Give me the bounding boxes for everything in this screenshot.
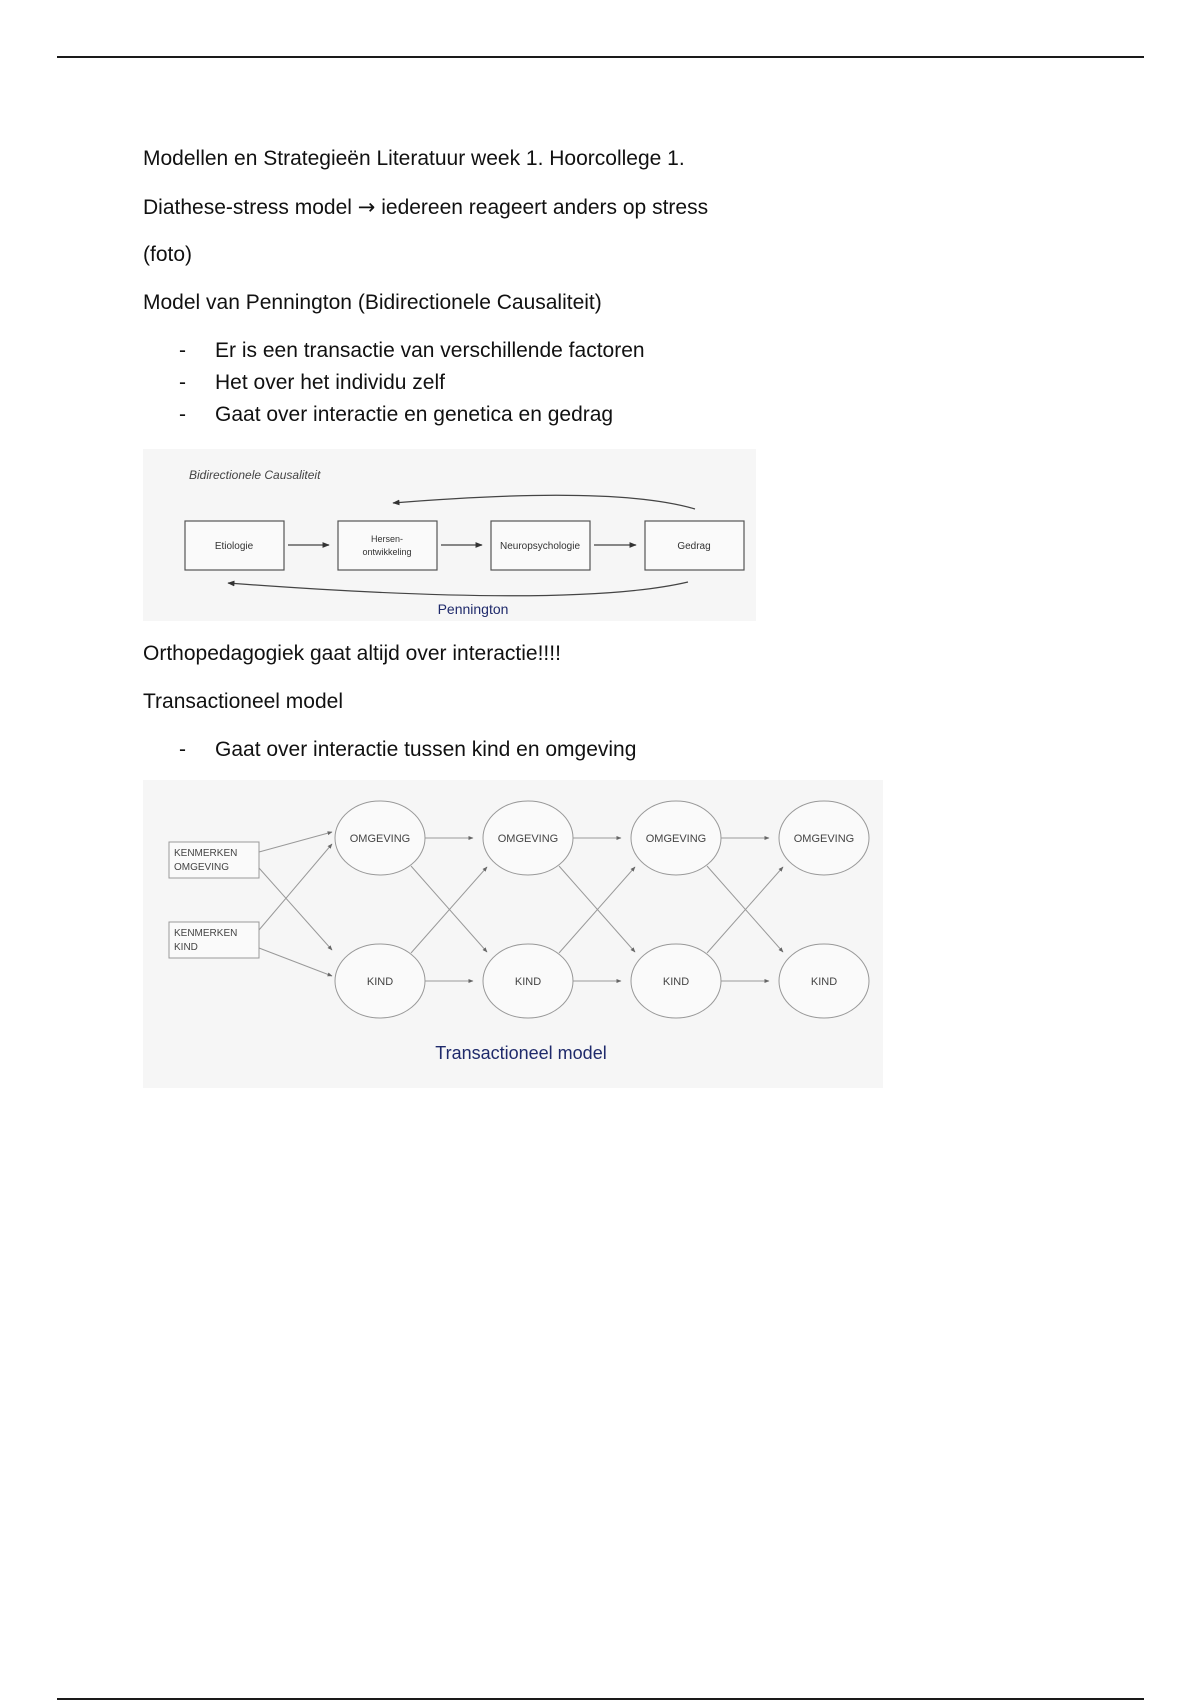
arrow-kmomg-kind (259, 868, 332, 950)
pennington-diagram-title: Bidirectionele Causaliteit (189, 468, 321, 482)
diathesis-description: iedereen reageert anders op stress (381, 196, 709, 219)
bullet-dash: - (179, 371, 186, 394)
header-rule (57, 56, 1144, 58)
arrow-kind3-omg4 (707, 867, 783, 953)
pennington-figure (143, 449, 756, 621)
bullet-dash: - (179, 339, 186, 362)
right-arrow-icon: → (357, 195, 376, 219)
node-omgeving-2-label: OMGEVING (497, 833, 559, 845)
pennington-heading: Model van Pennington (Bidirectionele Causaliteit) (143, 291, 602, 314)
transactioneel-diagram (143, 780, 883, 1088)
node-omgeving-4-label: OMGEVING (793, 833, 855, 845)
list-item (179, 338, 645, 364)
node-kind-3-label: KIND (662, 976, 690, 988)
arrow-kind1-omg2 (411, 867, 487, 953)
box-km-omg-line2: OMGEVING (174, 862, 230, 873)
ortho-line: Orthopedagogiek gaat altijd over interactie!!!! (143, 642, 561, 665)
diathesis-line (143, 194, 708, 221)
list-item-text: Er is een transactie van verschillende factoren (215, 339, 645, 362)
bullet-dash: - (179, 738, 186, 761)
transactioneel-heading: Transactioneel model (143, 690, 343, 713)
list-item (179, 402, 613, 428)
box-neuro-label: Neuropsychologie (499, 541, 581, 552)
document-title: Modellen en Strategieën Literatuur week 1. Hoorcollege 1. (143, 147, 685, 170)
node-omgeving-1-label: OMGEVING (349, 833, 411, 845)
arrow-kind2-omg3 (559, 867, 635, 953)
box-hersen-label-1: Hersen- (370, 534, 404, 544)
node-kind-4-label: KIND (810, 976, 838, 988)
list-item-text: Gaat over interactie tussen kind en omgeving (215, 738, 637, 761)
arrow-kmomg-omg (259, 832, 332, 852)
list-item (179, 370, 445, 396)
arrow-omg1-kind2 (411, 866, 487, 952)
node-kind-1-label: KIND (366, 976, 394, 988)
box-hersen-label-2: ontwikkeling (362, 547, 412, 557)
bullet-dash: - (179, 403, 186, 426)
box-etiologie-label: Etiologie (214, 541, 254, 552)
list-item (179, 737, 636, 763)
list-item-text: Het over het individu zelf (215, 371, 445, 394)
node-omgeving-3-label: OMGEVING (645, 833, 707, 845)
arrow-kmkind-omg (259, 844, 332, 930)
arrow-omg3-kind4 (707, 866, 783, 952)
box-km-kind-line1: KENMERKEN (174, 928, 238, 939)
arrow-omg2-kind3 (559, 866, 635, 952)
transactioneel-caption: Transactioneel model (435, 1043, 607, 1063)
transactioneel-figure (143, 780, 883, 1088)
diathesis-label: Diathese-stress model (143, 196, 352, 219)
feedback-arrow-bottom (228, 582, 688, 596)
box-km-omg-line1: KENMERKEN (174, 848, 238, 859)
arrow-kmkind-kind (259, 948, 332, 976)
list-item-text: Gaat over interactie en genetica en gedrag (215, 403, 614, 426)
node-kind-2-label: KIND (514, 976, 542, 988)
box-km-kind-line2: KIND (174, 942, 198, 953)
pennington-caption: Pennington (437, 601, 509, 617)
foto-placeholder: (foto) (143, 243, 193, 266)
feedback-arrow-top (393, 495, 695, 509)
pennington-diagram (143, 449, 756, 621)
box-gedrag-label: Gedrag (677, 541, 711, 552)
box-hersenontwikkeling (338, 521, 437, 570)
